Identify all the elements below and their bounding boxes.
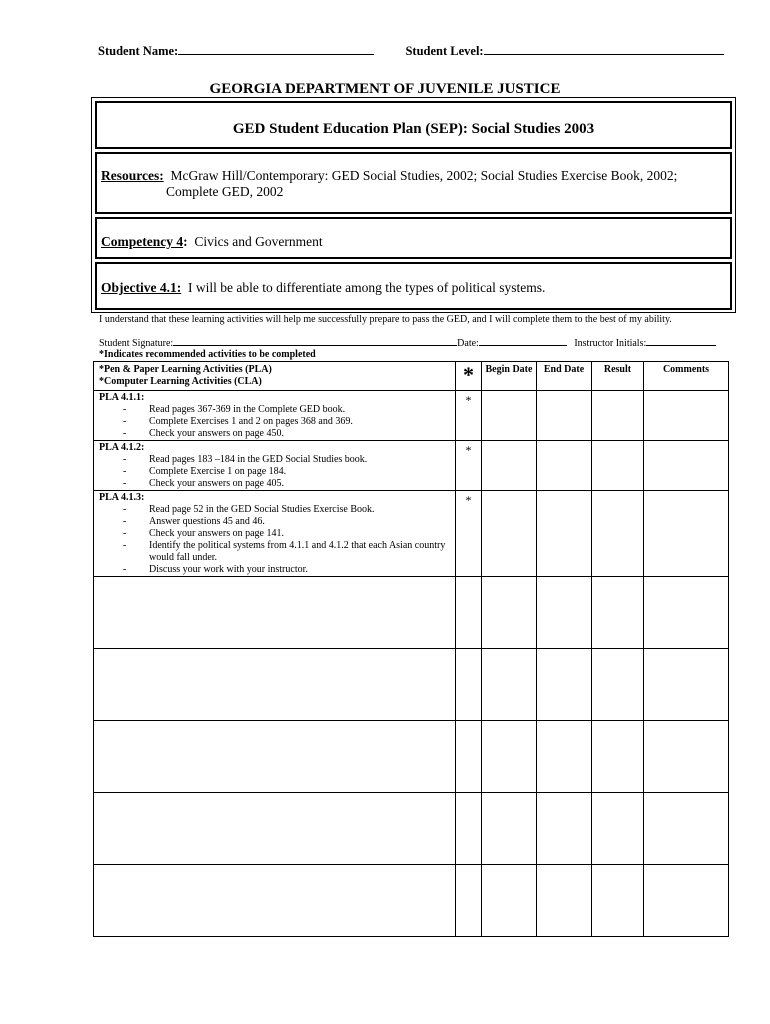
objective-box bbox=[95, 262, 732, 310]
activity-step: - Check your answers on page 405. bbox=[123, 478, 284, 489]
activity-cell[interactable] bbox=[94, 577, 456, 649]
instructor-initials-field[interactable] bbox=[646, 337, 716, 346]
activity-cell[interactable] bbox=[94, 865, 456, 937]
activity-step: - Discuss your work with your instructor. bbox=[123, 564, 308, 575]
objective-text: I will be able to differentiate among the types of political systems. bbox=[187, 280, 546, 295]
begin-date-cell[interactable] bbox=[482, 391, 537, 441]
begin-date-header: Begin Date bbox=[482, 362, 537, 391]
comments-cell[interactable] bbox=[644, 721, 729, 793]
activity-step: - Check your answers on page 450. bbox=[123, 428, 284, 439]
recommended-star[interactable] bbox=[456, 865, 482, 937]
resources-box bbox=[95, 152, 732, 214]
activity-cell[interactable] bbox=[94, 793, 456, 865]
table-row bbox=[94, 491, 729, 577]
activities-table bbox=[93, 361, 729, 937]
plan-title: GED Student Education Plan (SEP): Social Studies 2003 bbox=[232, 121, 595, 137]
activity-cell bbox=[94, 391, 456, 441]
begin-date-cell[interactable] bbox=[482, 721, 537, 793]
end-date-cell[interactable] bbox=[537, 577, 592, 649]
recommended-star: * bbox=[456, 391, 482, 441]
objective-label: Objective 4.1: bbox=[101, 280, 182, 295]
activity-cell[interactable] bbox=[94, 649, 456, 721]
end-date-cell[interactable] bbox=[537, 491, 592, 577]
activity-step: - Answer questions 45 and 46. bbox=[123, 516, 265, 527]
student-name-label: Student Name: bbox=[98, 44, 179, 58]
begin-date-cell[interactable] bbox=[482, 649, 537, 721]
result-cell[interactable] bbox=[592, 577, 644, 649]
table-row bbox=[94, 441, 729, 491]
recommended-star: * bbox=[456, 491, 482, 577]
recommended-star[interactable] bbox=[456, 649, 482, 721]
activity-step: - Check your answers on page 141. bbox=[123, 528, 284, 539]
end-date-cell[interactable] bbox=[537, 441, 592, 491]
date-label: Date: bbox=[457, 338, 479, 349]
recommended-star[interactable] bbox=[456, 793, 482, 865]
end-date-header: End Date bbox=[537, 362, 592, 391]
recommended-star[interactable] bbox=[456, 577, 482, 649]
plan-title-box bbox=[95, 101, 732, 149]
activities-header bbox=[94, 362, 456, 391]
student-signature-label: Student Signature: bbox=[99, 338, 174, 349]
result-header: Result bbox=[592, 362, 644, 391]
activity-cell bbox=[94, 441, 456, 491]
comments-cell[interactable] bbox=[644, 865, 729, 937]
result-cell[interactable] bbox=[592, 865, 644, 937]
comments-cell[interactable] bbox=[644, 491, 729, 577]
comments-cell[interactable] bbox=[644, 793, 729, 865]
student-name-field[interactable] bbox=[178, 44, 374, 55]
pla-header-label: *Pen & Paper Learning Activities (PLA) bbox=[99, 364, 272, 375]
table-row bbox=[94, 793, 729, 865]
department-title: GEORGIA DEPARTMENT OF JUVENILE JUSTICE bbox=[209, 81, 561, 97]
student-level-field[interactable] bbox=[484, 44, 724, 55]
result-cell[interactable] bbox=[592, 721, 644, 793]
resources-line-1: McGraw Hill/Contemporary: GED Social Studies, 2002; Social Studies Exercise Book, 2002; bbox=[170, 168, 678, 183]
end-date-cell[interactable] bbox=[537, 391, 592, 441]
begin-date-cell[interactable] bbox=[482, 793, 537, 865]
activity-title: PLA 4.1.1: bbox=[99, 392, 145, 403]
end-date-cell[interactable] bbox=[537, 649, 592, 721]
student-info-line bbox=[98, 44, 724, 59]
table-row bbox=[94, 721, 729, 793]
activity-step: - Read pages 367-369 in the Complete GED book. bbox=[123, 404, 346, 415]
resources-label: Resources: bbox=[101, 168, 164, 183]
result-cell[interactable] bbox=[592, 491, 644, 577]
recommended-star[interactable] bbox=[456, 721, 482, 793]
student-signature-field[interactable] bbox=[173, 337, 457, 346]
signature-line bbox=[99, 337, 716, 349]
comments-cell[interactable] bbox=[644, 577, 729, 649]
activity-step: - Read page 52 in the GED Social Studies Exercise Book. bbox=[123, 504, 375, 515]
begin-date-cell[interactable] bbox=[482, 865, 537, 937]
result-cell[interactable] bbox=[592, 391, 644, 441]
comments-header: Comments bbox=[644, 362, 729, 391]
recommended-star: * bbox=[456, 441, 482, 491]
commitment-statement: I understand that these learning activities will help me successfully prepare to pass the GED, and I will complete them to the best of my ability. bbox=[99, 314, 672, 325]
comments-cell[interactable] bbox=[644, 649, 729, 721]
student-level-label: Student Level: bbox=[405, 44, 484, 58]
activity-cell[interactable] bbox=[94, 721, 456, 793]
table-header-row bbox=[94, 362, 729, 391]
activity-step: - Complete Exercises 1 and 2 on pages 368 and 369. bbox=[123, 416, 353, 427]
recommended-star-header: * bbox=[456, 362, 482, 391]
activity-step: - Read pages 183 –184 in the GED Social Studies book. bbox=[123, 454, 368, 465]
result-cell[interactable] bbox=[592, 441, 644, 491]
table-row bbox=[94, 649, 729, 721]
end-date-cell[interactable] bbox=[537, 793, 592, 865]
activity-cell bbox=[94, 491, 456, 577]
table-row bbox=[94, 865, 729, 937]
cla-header-label: *Computer Learning Activities (CLA) bbox=[99, 376, 262, 387]
activity-title: PLA 4.1.2: bbox=[99, 442, 145, 453]
recommended-note: *Indicates recommended activities to be completed bbox=[99, 349, 316, 360]
end-date-cell[interactable] bbox=[537, 721, 592, 793]
end-date-cell[interactable] bbox=[537, 865, 592, 937]
competency-box: Competency 4: Civics and Government bbox=[95, 217, 732, 259]
begin-date-cell[interactable] bbox=[482, 577, 537, 649]
instructor-initials-label: Instructor Initials: bbox=[574, 338, 647, 349]
table-row bbox=[94, 391, 729, 441]
activity-step: - Complete Exercise 1 on page 184. bbox=[123, 466, 287, 477]
activity-title: PLA 4.1.3: bbox=[99, 492, 145, 503]
date-field[interactable] bbox=[479, 337, 567, 346]
begin-date-cell[interactable] bbox=[482, 491, 537, 577]
result-cell[interactable] bbox=[592, 649, 644, 721]
comments-cell[interactable] bbox=[644, 441, 729, 491]
table-row bbox=[94, 577, 729, 649]
comments-cell[interactable] bbox=[644, 391, 729, 441]
resources-line-2: Complete GED, 2002 bbox=[166, 184, 284, 199]
begin-date-cell[interactable] bbox=[482, 441, 537, 491]
competency-text: Civics and Government bbox=[194, 234, 323, 249]
result-cell[interactable] bbox=[592, 793, 644, 865]
activity-step: - Identify the political systems from 4.1.1 and 4.1.2 that each Asian country would fall under. bbox=[123, 540, 446, 563]
competency-label: Competency 4 bbox=[101, 234, 184, 249]
